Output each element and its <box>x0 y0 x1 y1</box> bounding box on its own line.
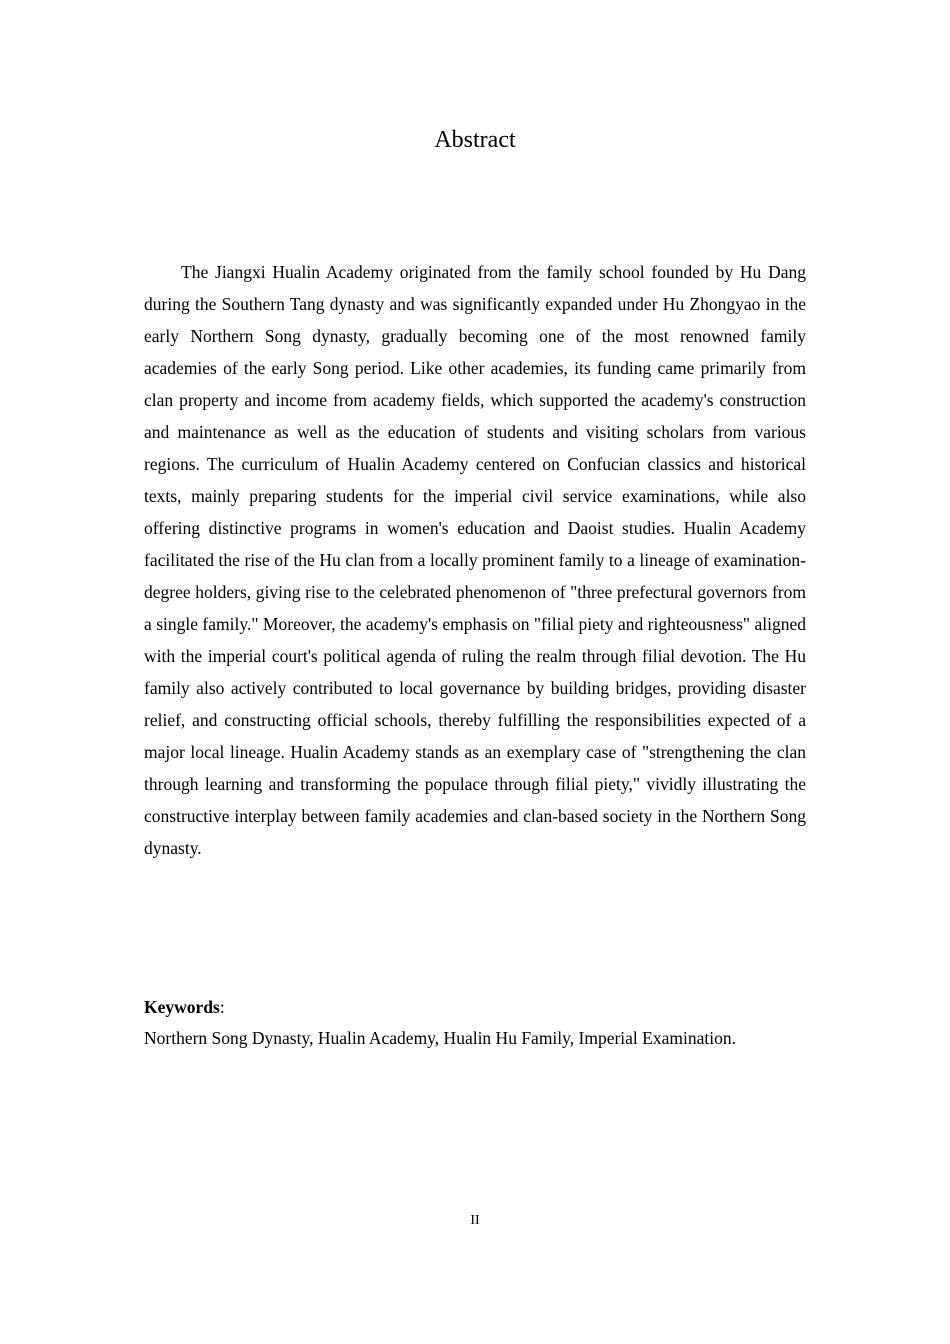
keywords-list: Northern Song Dynasty, Hualin Academy, Hualin Hu Family, Imperial Examination. <box>144 1028 736 1048</box>
page-number: II <box>470 1213 480 1228</box>
keywords-label: Keywords <box>144 997 220 1017</box>
keywords-separator: : <box>219 997 225 1017</box>
page-title: Abstract <box>434 127 516 153</box>
keywords-heading <box>144 992 806 1022</box>
abstract-paragraph: The Jiangxi Hualin Academy originated from the family school founded by Hu Dang during the Southern Tang dynasty and was significantly expanded under Hu Zhongyao in the early Northern Song dynasty, gradually becoming one of the most renowned family academies of the early Song period. Like other academies, its funding came primarily from clan property and income from academy fields, which supported the academy's construction and maintenance as well as the education of students and visiting scholars from various regions. The curriculum of Hualin Academy centered on Confucian classics and historical texts, mainly preparing students for the imperial civil service examinations, while also offering distinctive programs in women's education and Daoist studies. Hualin Academy facilitated the rise of the Hu clan from a locally prominent family to a lineage of examination-degree holders, giving rise to the celebrated phenomenon of "three prefectural governors from a single family." Moreover, the academy's emphasis on "filial piety and righteousness" aligned with the imperial court's political agenda of ruling the realm through filial devotion. The Hu family also actively contributed to local governance by building bridges, providing disaster relief, and constructing official schools, thereby fulfilling the responsibilities expected of a major local lineage. Hualin Academy stands as an exemplary case of "strengthening the clan through learning and transforming the populace through filial piety," vividly illustrating the constructive interplay between family academies and clan-based society in the Northern Song dynasty. <box>144 262 806 858</box>
